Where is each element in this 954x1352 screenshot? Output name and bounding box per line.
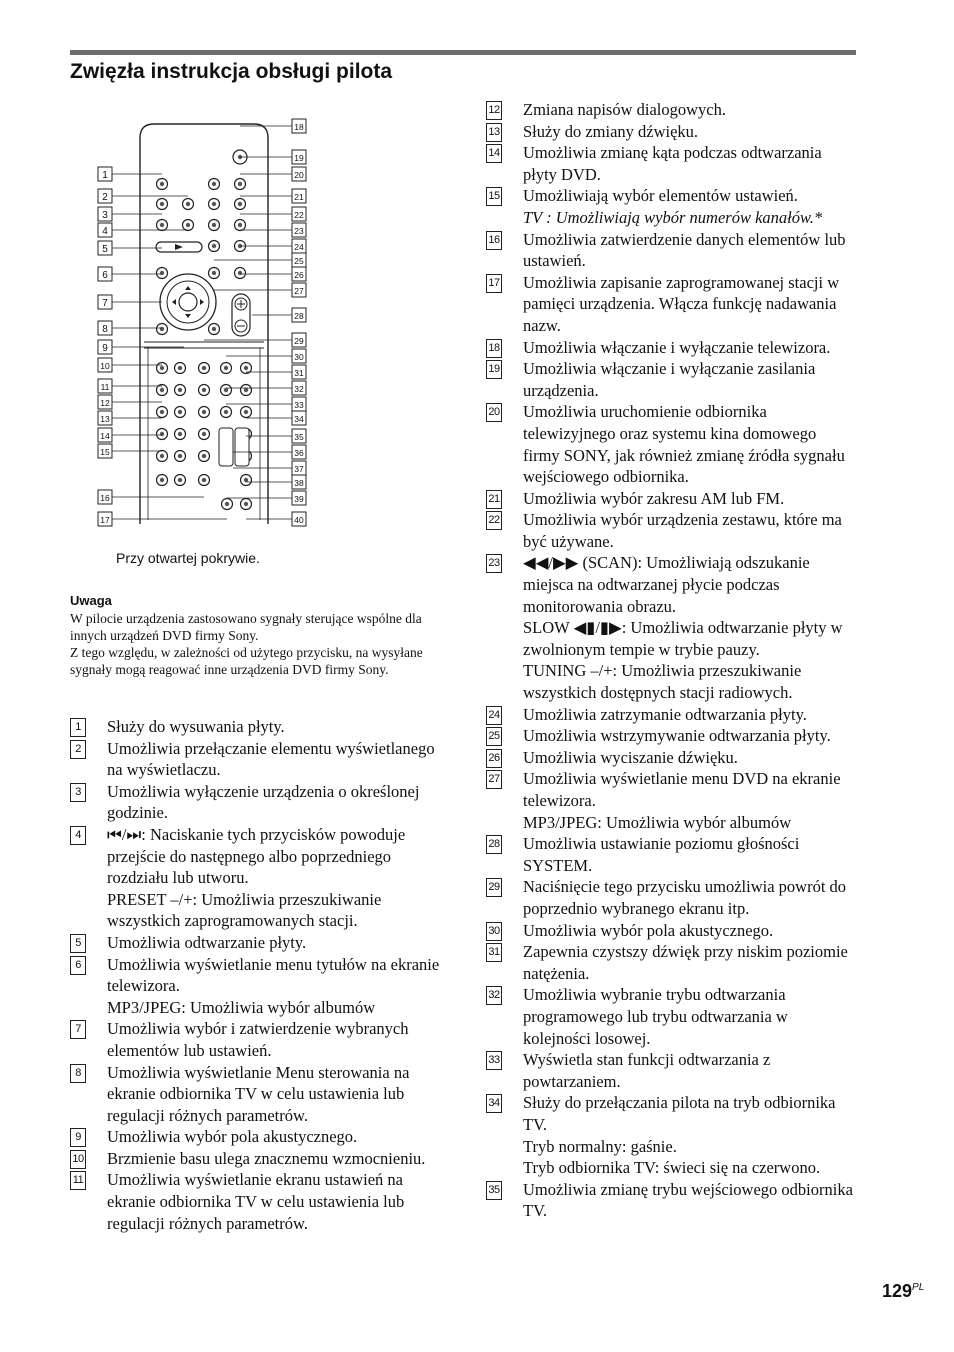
item-line: Umożliwia zatrzymanie odtwarzania płyty. — [523, 704, 807, 724]
item-number-box: 27 — [486, 770, 502, 789]
item-text — [523, 1049, 856, 1092]
item-text — [523, 725, 856, 747]
callout-label: 24 — [294, 242, 304, 252]
item-number-box: 19 — [486, 360, 502, 379]
list-item — [486, 401, 856, 487]
callout-label: 20 — [294, 170, 304, 180]
item-number-box: 14 — [486, 144, 502, 163]
item-line: Umożliwia wybór zakresu AM lub FM. — [523, 488, 785, 508]
item-line: Wyświetla stan funkcji odtwarzania z powtarzaniem. — [523, 1050, 771, 1091]
item-text — [523, 358, 856, 401]
remote-button-center — [244, 388, 248, 392]
remote-button-center — [160, 432, 164, 436]
item-text — [523, 1179, 856, 1222]
item-list-left — [70, 716, 440, 1234]
item-number-box: 25 — [486, 727, 502, 746]
list-item — [486, 488, 856, 510]
page-number-value: 129 — [882, 1281, 913, 1301]
item-line: ◀◀/▶▶ (SCAN): Umożliwiają odszukanie miejsca na odtwarzanej płycie podczas monitorowania obrazu. — [523, 553, 810, 616]
item-number-box: 1 — [70, 718, 86, 737]
list-item — [486, 185, 856, 228]
remote-button-center — [160, 271, 164, 275]
remote-button-center — [224, 366, 228, 370]
item-text — [523, 747, 856, 769]
item-line: Zmiana napisów dialogowych. — [523, 100, 726, 119]
item-text — [107, 1018, 440, 1061]
list-item — [486, 704, 856, 726]
list-item — [486, 358, 856, 401]
item-line: SLOW ◀▮/▮▶: Umożliwia odtwarzanie płyty w zwolnionym tempie w trybie pauzy. — [523, 618, 843, 659]
remote-button-center — [178, 388, 182, 392]
item-list-right — [486, 99, 856, 1222]
remote-button-center — [186, 202, 190, 206]
list-item — [486, 833, 856, 876]
item-line: MP3/JPEG: Umożliwia wybór albumów — [107, 997, 376, 1017]
item-line: Umożliwia wyświetlanie menu DVD na ekranie telewizora. — [523, 769, 841, 810]
item-line: Umożliwia wybór urządzenia zestawu, które ma być używane. — [523, 510, 842, 551]
remote-button-center — [178, 366, 182, 370]
callout-label: 1 — [102, 170, 108, 181]
item-text — [523, 984, 856, 1049]
item-line: Umożliwia wybranie trybu odtwarzania programowego lub trybu odtwarzania w kolejności losowej. — [523, 985, 788, 1048]
item-line: Służy do zmiany dźwięku. — [523, 121, 699, 141]
item-text — [523, 509, 856, 552]
remote-button-center — [160, 454, 164, 458]
item-number-box: 35 — [486, 1181, 502, 1200]
item-line: Umożliwia zapisanie zaprogramowanej stacji w pamięci urządzenia. Włącza funkcję nadawania nazw. — [523, 272, 840, 335]
list-item — [70, 1062, 440, 1127]
item-line: PRESET –/+: Umożliwia przeszukiwanie wszystkich zaprogramowanych stacji. — [107, 889, 382, 931]
item-text — [107, 824, 440, 932]
callout-label: 25 — [294, 256, 304, 266]
remote-button-center — [178, 454, 182, 458]
list-item — [70, 1018, 440, 1061]
item-line: Tryb odbiornika TV: świeci się na czerwono. — [523, 1158, 821, 1178]
callout-label: 31 — [294, 368, 304, 378]
item-number-box: 5 — [70, 934, 86, 953]
list-item — [486, 920, 856, 942]
item-number-box: 29 — [486, 878, 502, 897]
remote-button-center — [202, 388, 206, 392]
callout-label: 6 — [102, 270, 108, 281]
callout-label: 23 — [294, 226, 304, 236]
remote-play-button — [156, 242, 202, 252]
list-item — [70, 1126, 440, 1148]
list-item — [486, 941, 856, 984]
item-number-box: 22 — [486, 511, 502, 530]
callout-label: 19 — [294, 153, 304, 163]
remote-button-center — [178, 478, 182, 482]
remote-button-center — [160, 182, 164, 186]
callout-label: 8 — [102, 324, 108, 335]
item-text — [523, 337, 856, 359]
callout-label: 30 — [294, 352, 304, 362]
item-number-box: 4 — [70, 826, 86, 845]
item-number-box: 15 — [486, 187, 502, 206]
list-item — [70, 1169, 440, 1234]
remote-button-center — [212, 182, 216, 186]
item-line: Umożliwia wyłączenie urządzenia o określonej godzinie. — [107, 781, 420, 823]
callout-label: 39 — [294, 494, 304, 504]
callout-label: 11 — [100, 382, 110, 392]
remote-button-center — [238, 202, 242, 206]
callout-label: 32 — [294, 384, 304, 394]
item-line: Umożliwia włączanie i wyłączanie zasilania urządzenia. — [523, 359, 816, 400]
list-item — [486, 1049, 856, 1092]
header-rule — [70, 50, 856, 55]
list-item — [486, 509, 856, 552]
remote-button-center — [160, 223, 164, 227]
item-line: Umożliwiają wybór elementów ustawień. — [523, 186, 798, 206]
item-line: Umożliwia zmianę trybu wejściowego odbiornika TV. — [523, 1179, 853, 1221]
item-line: Umożliwia wyświetlanie menu tytułów na ekranie telewizora. — [107, 954, 440, 996]
remote-button-center — [160, 366, 164, 370]
remote-button-center — [224, 388, 228, 392]
list-item — [70, 954, 440, 1019]
note-heading: Uwaga — [70, 593, 112, 608]
item-text — [523, 99, 856, 121]
remote-button-center — [244, 478, 248, 482]
item-number-box: 2 — [70, 740, 86, 759]
item-number-box: 23 — [486, 554, 502, 573]
item-line: Umożliwia przełączanie elementu wyświetlanego na wyświetlaczu. — [107, 738, 435, 780]
callout-label: 13 — [100, 414, 110, 424]
item-text — [523, 833, 856, 876]
list-item — [486, 142, 856, 185]
item-number-box: 31 — [486, 943, 502, 962]
remote-button-center — [202, 366, 206, 370]
remote-button-center — [160, 202, 164, 206]
callout-label: 40 — [294, 515, 304, 525]
list-item — [70, 716, 440, 738]
remote-button-center — [212, 202, 216, 206]
remote-button-center — [178, 432, 182, 436]
item-line-italic: TV : Umożliwiają wybór numerów kanałów.* — [523, 207, 823, 227]
item-line: Umożliwia wstrzymywanie odtwarzania płyty. — [523, 726, 831, 746]
item-line: Umożliwia wyświetlanie Menu sterowania na ekranie odbiornika TV w celu ustawienia lub regulacji różnych parametrów. — [107, 1062, 410, 1125]
item-text — [107, 1169, 440, 1234]
callout-label: 7 — [102, 298, 108, 309]
remote-button-center — [202, 432, 206, 436]
list-item — [70, 824, 440, 932]
remote-button-center — [238, 223, 242, 227]
item-text — [523, 768, 856, 833]
callout-label: 27 — [294, 286, 304, 296]
callout-label: 5 — [102, 244, 108, 255]
remote-button-center — [202, 478, 206, 482]
item-line: Służy do wysuwania płyty. — [107, 717, 285, 736]
item-line: ⏮/⏭: Naciskanie tych przycisków powoduje przejście do następnego albo poprzedniego rozdziału lub utworu. — [107, 824, 406, 888]
item-line: Zapewnia czystszy dźwięk przy niskim poziomie natężenia. — [523, 942, 848, 983]
callout-label: 18 — [294, 122, 304, 132]
item-line: Umożliwia wybór pola akustycznego. — [523, 920, 774, 940]
item-number-box: 20 — [486, 403, 502, 422]
item-number-box: 7 — [70, 1020, 86, 1039]
remote-button-center — [202, 410, 206, 414]
item-line: Umożliwia wyświetlanie ekranu ustawień na ekranie odbiornika TV w celu ustawienia lub regulacji różnych parametrów. — [107, 1170, 405, 1233]
item-number-box: 10 — [70, 1150, 86, 1169]
remote-button-center — [186, 223, 190, 227]
item-text — [107, 781, 440, 824]
list-item — [486, 876, 856, 919]
item-number-box: 17 — [486, 274, 502, 293]
item-text — [107, 932, 440, 954]
item-line: Umożliwia ustawianie poziomu głośności SYSTEM. — [523, 834, 800, 875]
item-number-box: 26 — [486, 749, 502, 768]
remote-button-center — [178, 410, 182, 414]
item-line: Umożliwia uruchomienie odbiornika telewizyjnego oraz systemu kina domowego firmy SONY, jak również zmianę źródła sygnału wejściowego odbiornika. — [523, 402, 845, 487]
item-text — [523, 704, 856, 726]
callout-label: 34 — [294, 414, 304, 424]
item-line: MP3/JPEG: Umożliwia wybór albumów — [523, 812, 792, 832]
callout-label: 33 — [294, 400, 304, 410]
remote-button-center — [225, 502, 229, 506]
item-text — [523, 401, 856, 487]
item-number-box: 8 — [70, 1064, 86, 1083]
remote-control-diagram — [92, 112, 316, 532]
remote-dpad — [160, 274, 216, 330]
list-item — [486, 768, 856, 833]
remote-button-center — [160, 478, 164, 482]
remote-button-center — [244, 502, 248, 506]
list-item — [70, 932, 440, 954]
callout-label: 12 — [100, 398, 110, 408]
item-line: Umożliwia wybór pola akustycznego. — [107, 1127, 358, 1147]
item-line: Tryb normalny: gaśnie. — [523, 1136, 677, 1156]
item-number-box: 24 — [486, 706, 502, 725]
callout-label: 15 — [100, 447, 110, 457]
list-item — [486, 272, 856, 337]
remote-button-center — [212, 271, 216, 275]
remote-rocker — [219, 428, 233, 466]
page-title: Zwięzła instrukcja obsługi pilota — [70, 60, 393, 83]
item-number-box: 34 — [486, 1094, 502, 1113]
item-number-box: 32 — [486, 986, 502, 1005]
remote-button-center — [244, 366, 248, 370]
remote-rocker — [235, 428, 249, 466]
list-item — [486, 725, 856, 747]
callout-label: 2 — [102, 192, 108, 203]
list-item — [486, 552, 856, 703]
callout-label: 29 — [294, 336, 304, 346]
list-item — [70, 781, 440, 824]
list-item — [486, 984, 856, 1049]
item-text — [523, 1092, 856, 1178]
callout-label: 35 — [294, 432, 304, 442]
item-text — [107, 1126, 440, 1148]
item-text — [523, 876, 856, 919]
callout-label: 16 — [100, 493, 110, 503]
callout-label: 21 — [294, 192, 304, 202]
callout-label: 17 — [100, 515, 110, 525]
remote-volume-rocker — [232, 294, 250, 336]
callout-label: 4 — [102, 226, 108, 237]
remote-button-center — [212, 327, 216, 331]
list-item — [486, 747, 856, 769]
list-item — [70, 738, 440, 781]
remote-button-center — [202, 454, 206, 458]
list-item — [486, 99, 856, 121]
item-number-box: 21 — [486, 490, 502, 509]
item-line: Służy do przełączania pilota na tryb odbiornika TV. — [523, 1093, 836, 1134]
item-text — [523, 185, 856, 228]
item-text — [523, 272, 856, 337]
item-number-box: 33 — [486, 1051, 502, 1070]
callout-label: 3 — [102, 210, 108, 221]
list-item — [486, 1092, 856, 1178]
list-item — [70, 1148, 440, 1170]
item-line: Brzmienie basu ulega znacznemu wzmocnieniu. — [107, 1148, 426, 1168]
item-text — [523, 920, 856, 942]
list-item — [486, 1179, 856, 1222]
item-text — [523, 552, 856, 703]
item-number-box: 16 — [486, 231, 502, 250]
callout-label: 22 — [294, 210, 304, 220]
remote-button-center — [238, 271, 242, 275]
list-item — [486, 229, 856, 272]
page-number — [882, 1281, 924, 1302]
item-number-box: 6 — [70, 956, 86, 975]
callout-label: 26 — [294, 270, 304, 280]
item-line: Umożliwia wybór i zatwierdzenie wybranych elementów lub ustawień. — [107, 1019, 409, 1060]
list-item — [486, 337, 856, 359]
item-text — [107, 1062, 440, 1127]
item-line: Naciśnięcie tego przycisku umożliwia powrót do poprzednio wybranego ekranu itp. — [523, 877, 847, 918]
item-number-box: 3 — [70, 783, 86, 802]
remote-button-center — [160, 388, 164, 392]
item-number-box: 28 — [486, 835, 502, 854]
callout-label: 10 — [100, 361, 110, 371]
note-paragraph: W pilocie urządzenia zastosowano sygnały sterujące wspólne dla innych urządzeń DVD firmy Sony. — [70, 611, 422, 643]
item-number-box: 12 — [486, 101, 502, 120]
callout-label: 36 — [294, 448, 304, 458]
item-number-box: 9 — [70, 1128, 86, 1147]
item-number-box: 18 — [486, 339, 502, 358]
item-number-box: 30 — [486, 922, 502, 941]
item-text — [523, 941, 856, 984]
item-text — [523, 142, 856, 185]
item-number-box: 11 — [70, 1171, 86, 1190]
remote-button-center — [238, 182, 242, 186]
remote-button-center — [212, 244, 216, 248]
item-line: Umożliwia zatwierdzenie danych elementów lub ustawień. — [523, 229, 846, 271]
callout-label: 37 — [294, 464, 304, 474]
item-text — [107, 716, 440, 738]
item-text — [107, 1148, 440, 1170]
item-text — [107, 954, 440, 1019]
callout-label: 38 — [294, 478, 304, 488]
callout-label: 28 — [294, 311, 304, 321]
note-body — [70, 610, 440, 678]
remote-button-center — [160, 327, 164, 331]
list-item — [486, 121, 856, 143]
item-text — [107, 738, 440, 781]
item-line: TUNING –/+: Umożliwia przeszukiwanie wszystkich dostępnych stacji radiowych. — [523, 661, 802, 703]
page-suffix: PL — [912, 1282, 925, 1293]
figure-caption: Przy otwartej pokrywie. — [116, 550, 260, 566]
item-text — [523, 488, 856, 510]
callout-label: 14 — [100, 431, 110, 441]
remote-button-center — [244, 410, 248, 414]
remote-button-center — [224, 410, 228, 414]
item-text — [523, 229, 856, 272]
item-line: Umożliwia odtwarzanie płyty. — [107, 932, 307, 952]
note-paragraph: Z tego względu, w zależności od użytego przycisku, na wysyłane sygnały mogą reagować inne urządzenia DVD firmy Sony. — [70, 645, 423, 677]
callout-label: 9 — [102, 343, 108, 354]
item-line: Umożliwia wyciszanie dźwięku. — [523, 747, 738, 767]
remote-button-center — [212, 223, 216, 227]
item-text — [523, 121, 856, 143]
remote-button-center — [160, 410, 164, 414]
item-line: Umożliwia włączanie i wyłączanie telewizora. — [523, 337, 831, 357]
item-line: Umożliwia zmianę kąta podczas odtwarzania płyty DVD. — [523, 143, 822, 184]
item-number-box: 13 — [486, 123, 502, 142]
